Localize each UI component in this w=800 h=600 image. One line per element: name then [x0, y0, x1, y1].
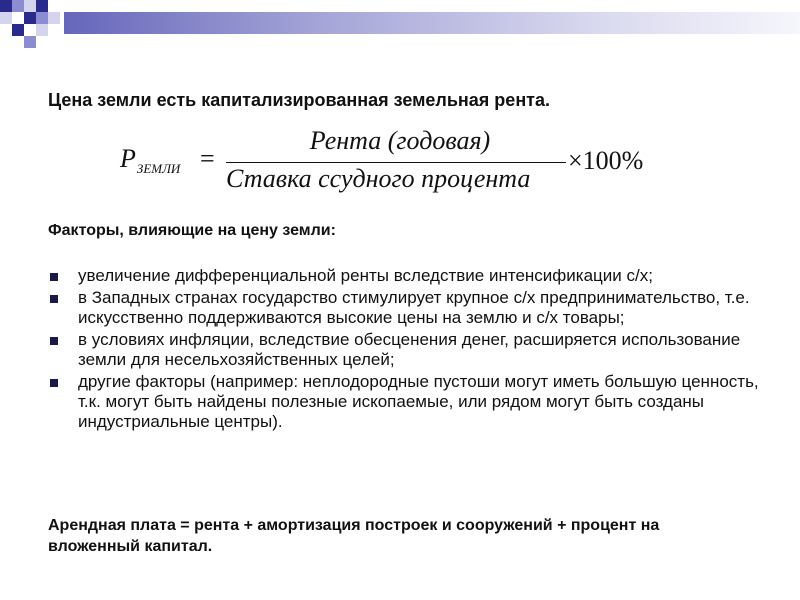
formula-denominator: Ставка ссудного процента: [226, 164, 531, 193]
slide-heading: Цена земли есть капитализированная земельная рента.: [48, 90, 551, 110]
decor-square: [24, 36, 36, 48]
factors-title: Факторы, влияющие на цену земли:: [48, 222, 336, 239]
square-bullet-icon: [50, 337, 58, 345]
list-item-text: увеличение дифференциальной ренты вследствие интенсификации с/х;: [78, 266, 653, 285]
decor-square: [36, 0, 48, 12]
square-bullet-icon: [50, 273, 58, 281]
gradient-bar: [64, 12, 800, 34]
list-item: [48, 266, 764, 286]
formula-numerator: Рента (годовая): [309, 126, 491, 155]
fraction-bar: [226, 162, 566, 163]
formula-multiplier: ×100%: [568, 146, 644, 175]
decor-square: [0, 12, 12, 24]
decor-square: [12, 0, 24, 12]
formula-symbol: P: [120, 144, 136, 173]
list-item: [48, 372, 764, 432]
list-item-text: в Западных странах государство стимулирует крупное с/х предпринимательство, т.е. искусственно поддерживаются высокие цены на землю и с/х товары;: [78, 288, 750, 327]
list-item: [48, 288, 764, 328]
factors-list: [48, 266, 764, 434]
rent-summary: Арендная плата = рента + амортизация построек и сооружений + процент на вложенный капитал.: [48, 517, 660, 555]
formula-subscript: ЗЕМЛИ: [136, 161, 181, 176]
decor-square: [48, 12, 60, 24]
list-item: [48, 330, 764, 370]
decor-square: [36, 12, 48, 24]
formula-equals: =: [200, 144, 215, 173]
list-item-text: в условиях инфляции, вследствие обесценения денег, расширяется использование земли для несельхозяйственных целей;: [78, 330, 741, 369]
decor-square: [0, 0, 12, 12]
decor-square: [36, 24, 48, 36]
square-bullet-icon: [50, 295, 58, 303]
decor-square: [24, 12, 36, 24]
land-price-formula: [120, 122, 680, 202]
decor-square: [24, 0, 36, 12]
square-bullet-icon: [50, 379, 58, 387]
list-item-text: другие факторы (например: неплодородные пустоши могут иметь большую ценность, т.к. могут быть найдены полезные ископаемые, или рядом могут быть созданы индустриальные центры).: [78, 372, 759, 431]
decorative-header: [0, 0, 800, 48]
decor-square: [12, 24, 24, 36]
formula-lhs: [120, 144, 180, 177]
